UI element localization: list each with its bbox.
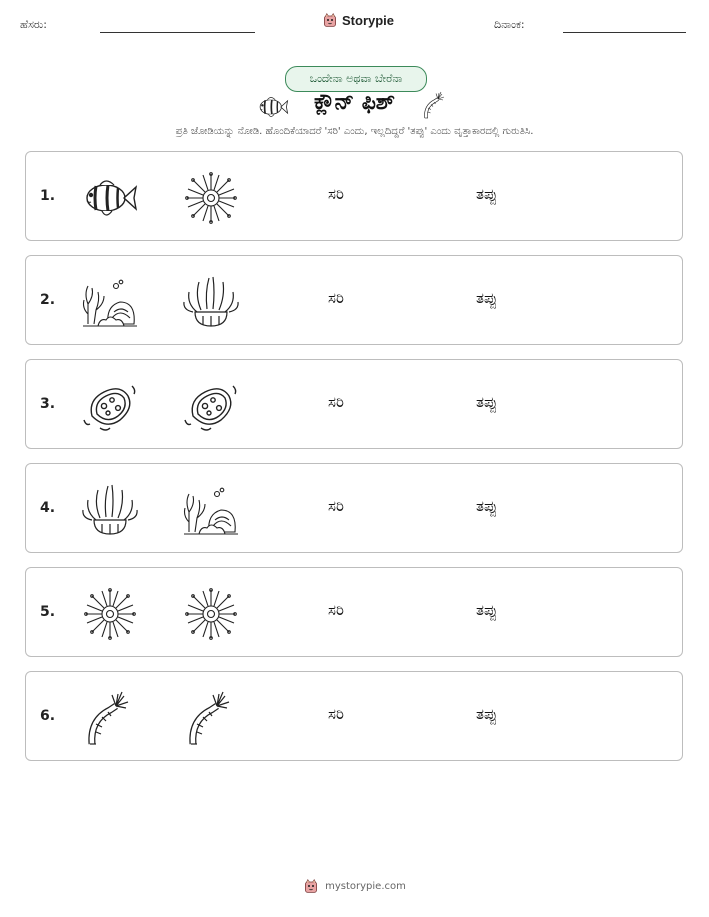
page-title: ಕ್ಲೌನ್ ಫಿಶ್ xyxy=(313,90,395,115)
answer-true-option[interactable]: ಸರಿ xyxy=(328,497,344,515)
tube-worm-icon xyxy=(80,690,140,746)
question-number: 3. xyxy=(40,396,56,412)
question-row xyxy=(25,567,683,657)
sea-anemone-tentacles-icon xyxy=(80,482,140,538)
answer-true-option[interactable]: ಸರಿ xyxy=(328,393,344,411)
sponge-icon xyxy=(80,378,140,434)
question-row xyxy=(25,463,683,553)
coral-reef-icon xyxy=(181,482,241,538)
answer-true-option[interactable]: ಸರಿ xyxy=(328,705,344,723)
name-field-line[interactable] xyxy=(100,32,255,33)
instructions: ಪ್ರತಿ ಜೋಡಿಯನ್ನು ನೋಡಿ. ಹೊಂದಿಕೆಯಾದರೆ 'ಸರಿ' ಎಂದು, ಇಲ್ಲದಿದ್ದರೆ 'ತಪ್ಪು' ಎಂದು ವೃತ್ತಾಕಾರದಲ್ಲಿ ಗುರುತಿಸಿ. xyxy=(175,126,534,137)
tube-worm-icon xyxy=(181,690,241,746)
question-number: 5. xyxy=(40,604,56,620)
name-label: ಹೆಸರು: xyxy=(20,18,47,31)
question-row xyxy=(25,359,683,449)
question-row xyxy=(25,255,683,345)
worksheet-header xyxy=(0,0,709,50)
answer-false-option[interactable]: ತಪ್ಪು xyxy=(476,393,498,411)
activity-badge: ಒಂದೇನಾ ಅಥವಾ ಬೇರೆನಾ xyxy=(285,66,427,92)
sponge-icon xyxy=(181,378,241,434)
sea-anemone-tentacles-icon xyxy=(181,274,241,330)
question-row xyxy=(25,671,683,761)
date-field-line[interactable] xyxy=(563,32,686,33)
answer-true-option[interactable]: ಸರಿ xyxy=(328,601,344,619)
answer-false-option[interactable]: ತಪ್ಪು xyxy=(476,705,498,723)
storypie-logo-icon xyxy=(322,12,338,28)
answer-true-option[interactable]: ಸರಿ xyxy=(328,185,344,203)
question-number: 4. xyxy=(40,500,56,516)
title-row xyxy=(0,88,709,122)
clownfish-icon xyxy=(80,170,140,226)
question-number: 1. xyxy=(40,188,56,204)
tube-worm-icon xyxy=(420,90,450,120)
sea-anemone-round-icon xyxy=(80,586,140,642)
answer-false-option[interactable]: ತಪ್ಪು xyxy=(476,289,498,307)
answer-false-option[interactable]: ತಪ್ಪು xyxy=(476,601,498,619)
question-row xyxy=(25,151,683,241)
brand-logo xyxy=(322,12,394,28)
answer-false-option[interactable]: ತಪ್ಪು xyxy=(476,497,498,515)
coral-reef-icon xyxy=(80,274,140,330)
question-number: 6. xyxy=(40,708,56,724)
answer-true-option[interactable]: ಸರಿ xyxy=(328,289,344,307)
sea-anemone-round-icon xyxy=(181,586,241,642)
question-number: 2. xyxy=(40,292,56,308)
answer-false-option[interactable]: ತಪ್ಪು xyxy=(476,185,498,203)
sea-anemone-round-icon xyxy=(181,170,241,226)
footer-site: mystorypie.com xyxy=(325,880,406,892)
brand-name: Storypie xyxy=(342,12,395,28)
footer xyxy=(0,878,709,894)
storypie-logo-icon xyxy=(303,878,319,894)
date-label: ದಿನಾಂಕ: xyxy=(494,18,525,31)
